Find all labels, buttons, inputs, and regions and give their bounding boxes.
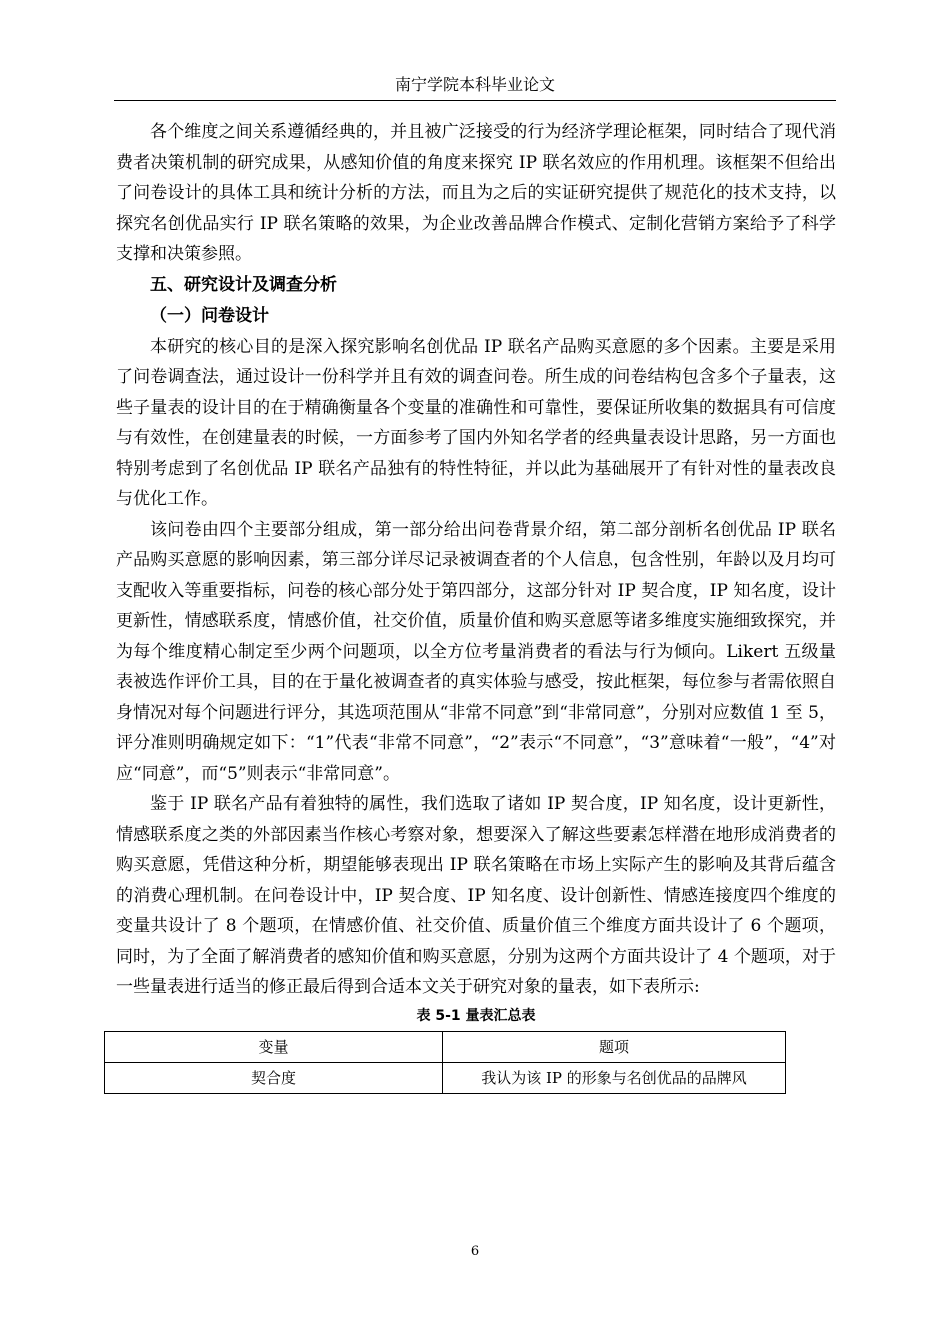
paragraph-research-purpose: 本研究的核心目的是深入探究影响名创优品 IP 联名产品购买意愿的多个因素。主要是采用了问卷调查法，通过设计一份科学并且有效的调查问卷。所生成的问卷结构包含多个子量表，这些子量表的设计目的在于精确衡量各个变量的准确性和可靠性，要保证所收集的数据具有可信度与有效性，在创建量表的时候，一方面参考了国内外知名学者的经典量表设计思路，另一方面也特别考虑到了名创优品 IP 联名产品独有的特性特征，并以此为基础展开了有针对性的量表改良与优化工作。 [116,336,836,509]
subsection-heading: （一）问卷设计 [150,305,269,326]
table-row [105,1062,786,1093]
section-heading: 五、研究设计及调查分析 [150,274,337,295]
header-divider [114,100,836,101]
table-cell-item: 我认为该 IP 的形象与名创优品的品牌风 [443,1062,786,1093]
table-header-variable: 变量 [105,1031,443,1062]
scale-summary-table [104,1031,786,1094]
table-header-row [105,1031,786,1062]
table-caption: 表 5-1 量表汇总表 [416,1007,536,1024]
paragraph-variable-selection: 鉴于 IP 联名产品有着独特的属性，我们选取了诸如 IP 契合度，IP 知名度，设计更新性，情感联系度之类的外部因素当作核心考察对象，想要深入了解这些要素怎样潜在地形成消费者的购买意愿，凭借这种分析，期望能够表现出 IP 联名策略在市场上实际产生的影响及其背后蕴含的消费心理机制。在问卷设计中，IP 契合度、IP 知名度、设计创新性、情感连接度四个维度的变量共设计了 8 个题项，在情感价值、社交价值、质量价值三个维度方面共设计了 6 个题项，同时，为了全面了解消费者的感知价值和购买意愿，分别为这两个方面共设计了 4 个题项，对于一些量表进行适当的修正最后得到合适本文关于研究对象的量表，如下表所示: [116,794,836,997]
page-header-title: 南宁学院本科毕业论文 [394,75,555,94]
table-cell-variable: 契合度 [105,1062,443,1093]
paragraph-intro-continued: 各个维度之间关系遵循经典的，并且被广泛接受的行为经济学理论框架，同时结合了现代消费者决策机制的研究成果，从感知价值的角度来探究 IP 联名效应的作用机理。该框架不但给出了问卷设计的具体工具和统计分析的方法，而且为之后的实证研究提供了规范化的技术支持，以探究名创优品实行 IP 联名策略的效果，为企业改善品牌合作模式、定制化营销方案给予了科学支撑和决策参照。 [116,122,836,264]
table-header-item: 题项 [443,1031,786,1062]
page-body [116,117,836,1094]
page-number: 6 [470,1244,480,1259]
paragraph-questionnaire-structure: 该问卷由四个主要部分组成，第一部分给出问卷背景介绍，第二部分剖析名创优品 IP 联名产品购买意愿的影响因素，第三部分详尽记录被调查者的个人信息，包含性别，年龄以及月均可支配收入等重要指标，问卷的核心部分处于第四部分，这部分针对 IP 契合度，IP 知名度，设计更新性，情感联系度，情感价值，社交价值，质量价值和购买意愿等诸多维度实施细致探究，并为每个维度精心制定至少两个问题项，以全方位考量消费者的看法与行为倾向。Likert 五级量表被选作评价工具，目的在于量化被调查者的真实体验与感受，按此框架，每位参与者需依照自身情况对每个问题进行评分，其选项范围从“非常不同意”到“非常同意”，分别对应数值 1 至 5，评分准则明确规定如下：“1”代表“非常不同意”，“2”表示“不同意”，“3”意味着“一般”，“4”对应“同意”，而“5”则表示“非常同意”。 [116,519,836,784]
